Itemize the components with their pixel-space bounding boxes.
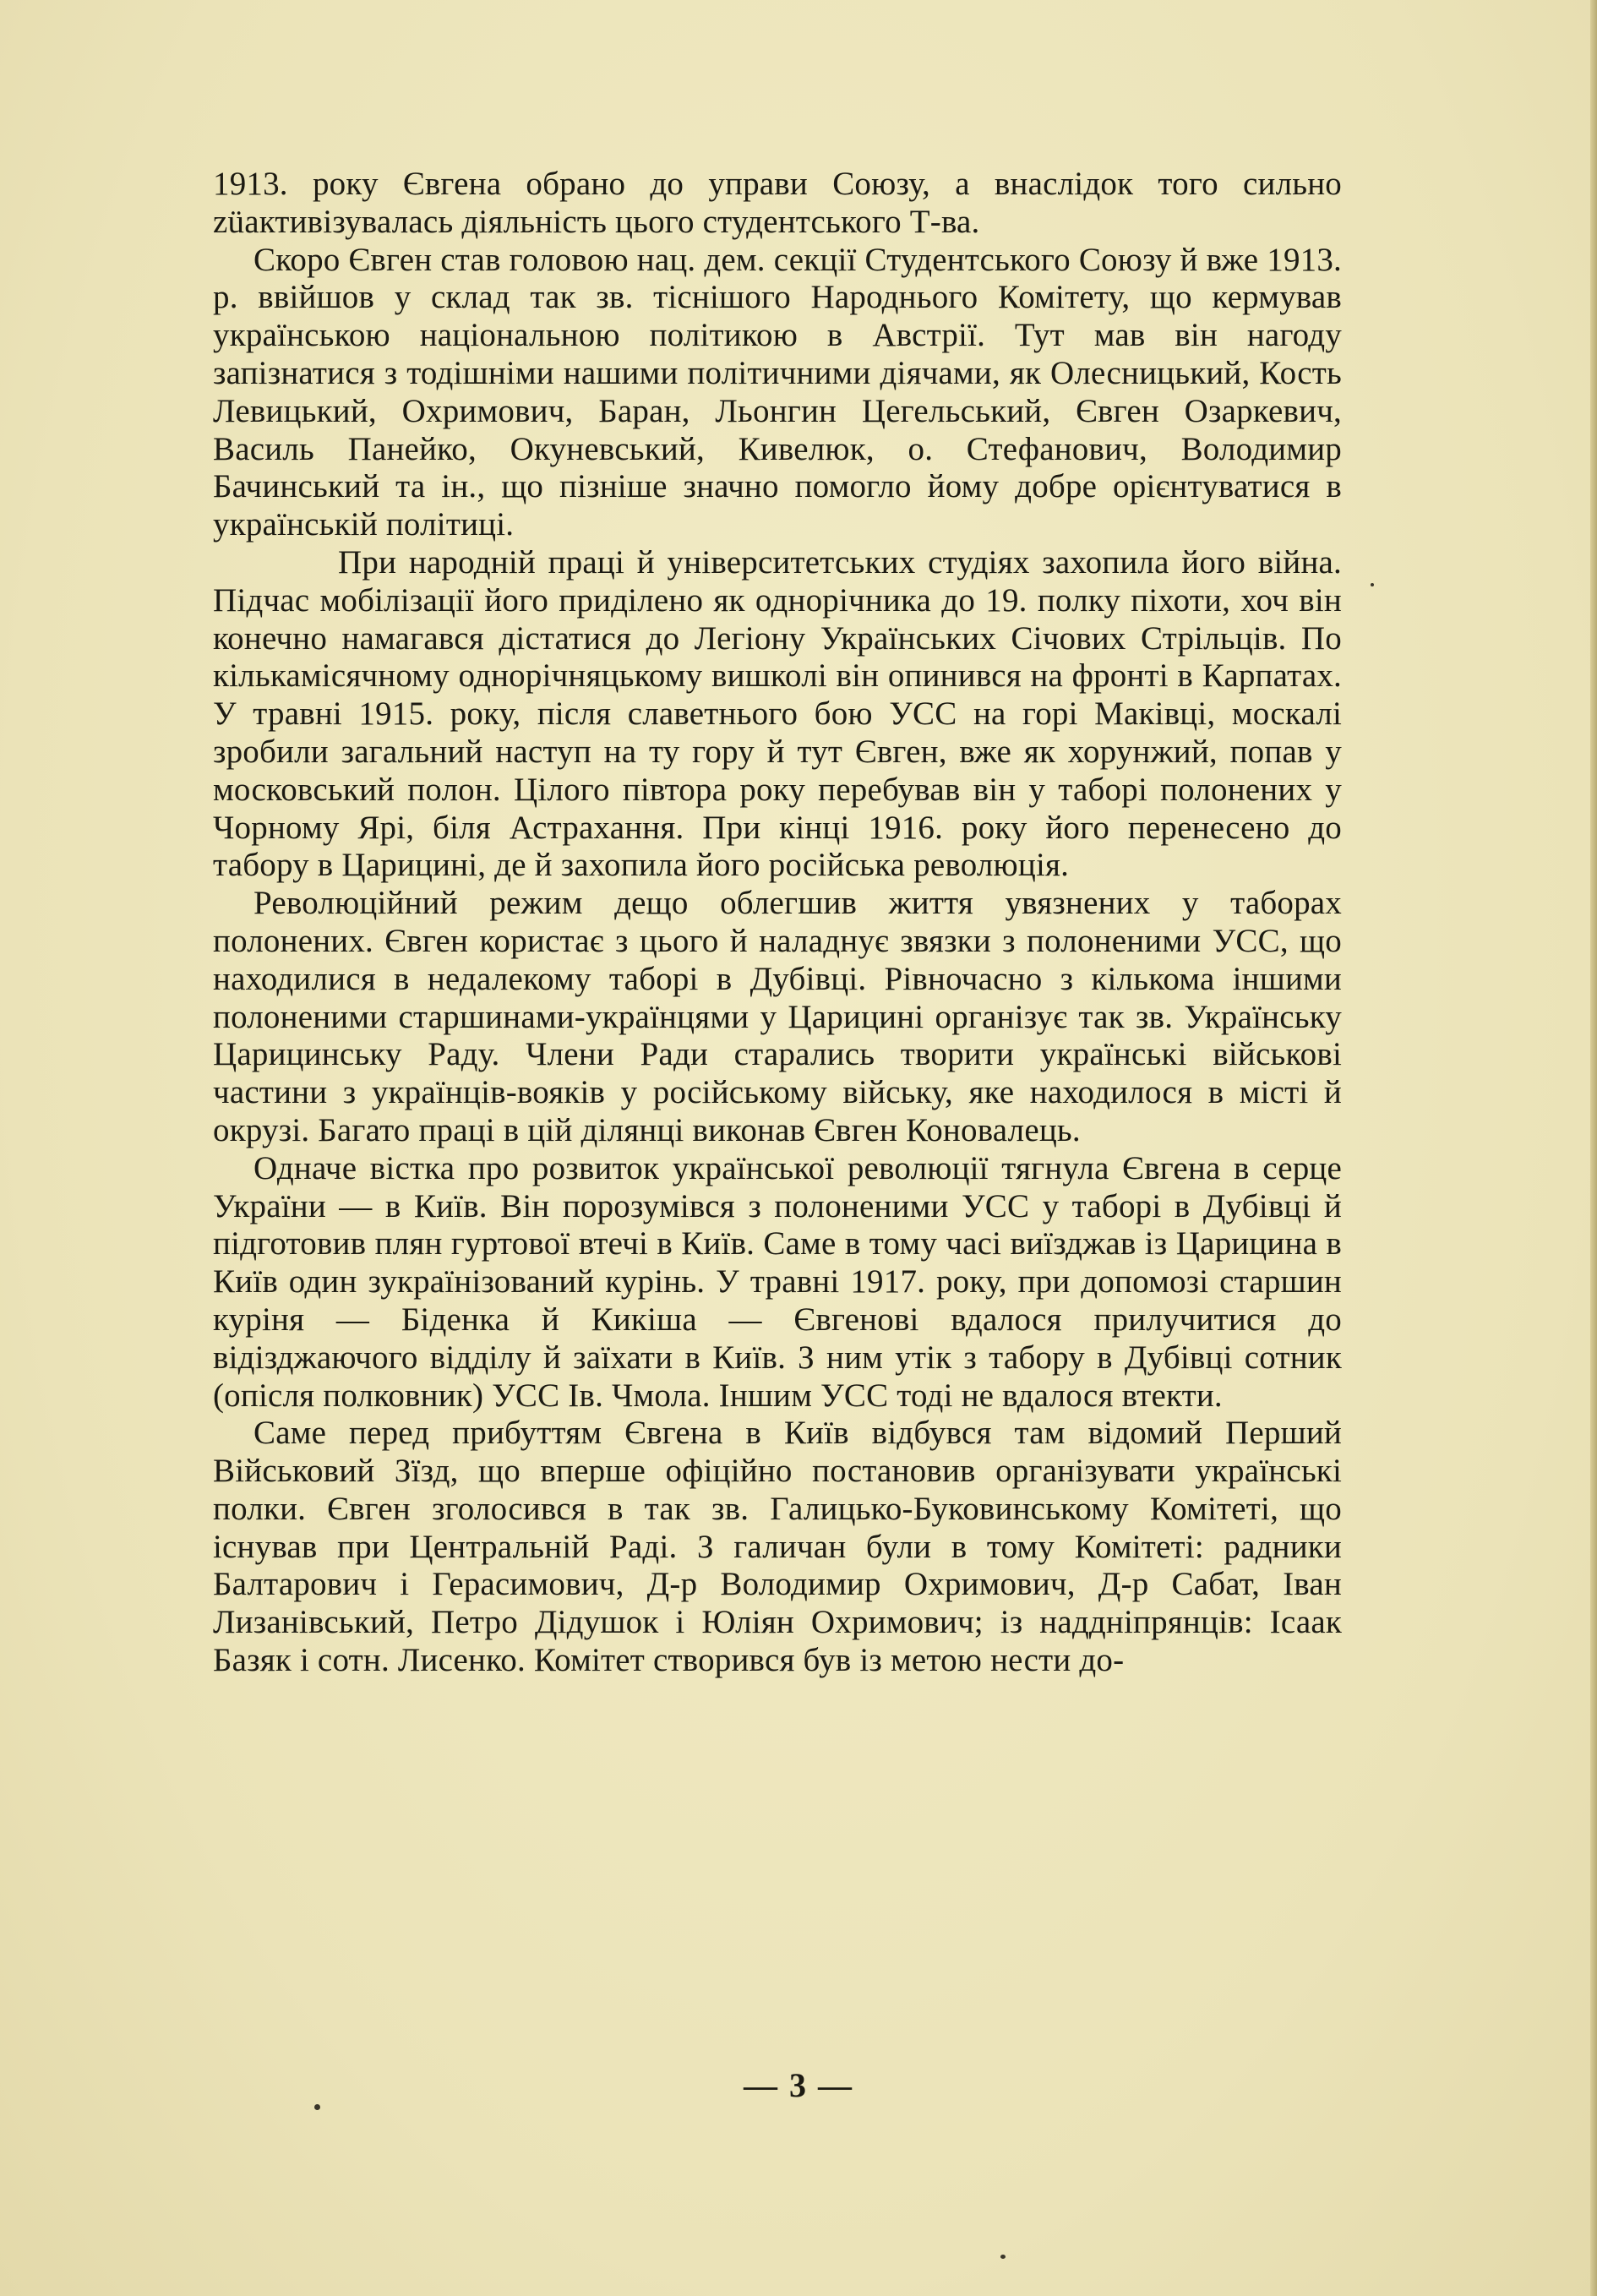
paragraph-2: Скоро Євген став головою нац. дем. секції Студентського Союзу й вже 1913. р. ввійшов у склад так зв. тіснішого Народнього Комітету, що кермував українською національною політикою в Австрії. Тут мав він нагоду запізнатися з тодішніми нашими політичними діячами, як Олесницький, Кость Левицький, Охримович, Баран, Льонгин Цегельський, Євген Озаркевич, Василь Панейко, Окуневський, Кивелюк, о. Стефанович, Володимир Бачинський та ін., що пізніше значно помогло йому добре орієнтуватися в українській політиці. [213,241,1342,543]
paragraph-4: Революційний режим дещо облегшив життя увязнених у таборах полонених. Євген користає з цього й наладнує звязки з полоненими УСС, що находилися в недалекому таборі в Дубівці. Рівночасно з кількома іншими полоненими старшинами-українцями у Царицині організує так зв. Українську Царицинську Раду. Члени Ради старались творити українські військові частини з українців-вояків у російському війську, яке находилося в місті й окрузі. Багато праці в цій ділянці виконав Євген Коновалець. [213,885,1342,1148]
body-text [213,166,1342,1680]
ink-speck [314,2104,320,2110]
page-number: — 3 — [744,2066,853,2104]
paragraph-3: При народній праці й університетських студіях захопила його війна. Підчас мобілізації його приділено як однорічника до 19. полку піхоти, хоч він конечно намагався дістатися до Легіону Українських Січових Стрільців. По кількамісячному однорічняцькому вишколі він опинився на фронті в Карпатах. У травні 1915. року, після славетнього бою УСС на горі Маківці, москалі зробили загальний наступ на ту гору й тут Євген, вже як хорунжий, попав у московський полон. Цілого півтора року перебував він у таборі полонених у Чорному Ярі, біля Астрахання. При кінці 1916. року його перенесено до табору в Царицині, де й захопила його російська революція. [213,543,1342,884]
paragraph-5: Одначе вістка про розвиток української революції тягнула Євгена в серце України — в Київ. Він порозумівся з полоненими УСС у таборі в Дубівці й підготовив плян гуртової втечі в Київ. Саме в тому часі виїзджав із Царицина в Київ один зукраїнізований курінь. У травні 1917. року, при допомозі старшин куріня — Біденка й Кикіша — Євгенові вдалося прилучитися до відізджаючого відділу й заїхати в Київ. З ним утік з табору в Дубівці сотник (опісля полковник) УСС Ів. Чмола. Іншим УСС тоді не вдалося втекти. [213,1149,1342,1414]
page-edge-shadow [1590,0,1597,2296]
paragraph-6: Саме перед прибуттям Євгена в Київ відбувся там відомий Перший Військовий Зїзд, що вперше офіційно постановив організувати українські полки. Євген зголосився в так зв. Галицько-Буковинському Комітеті, що існував при Центральній Раді. З галичан були в тому Комітеті: радники Балтарович і Герасимович, Д-р Володимир Охримович, Д-р Сабат, Іван Лизанівський, Петро Дідушок і Юліян Охримович; із наддніпрянців: Ісаак Базяк і сотн. Лисенко. Комітет створився був із метою нести до- [213,1415,1342,1679]
paragraph-1: 1913. року Євгена обрано до управи Союзу, а внаслідок того сильно züaктивізувалась діяльність цього студентського Т-ва. [213,166,1342,240]
ink-speck [1000,2255,1006,2259]
ink-speck [1371,583,1374,586]
